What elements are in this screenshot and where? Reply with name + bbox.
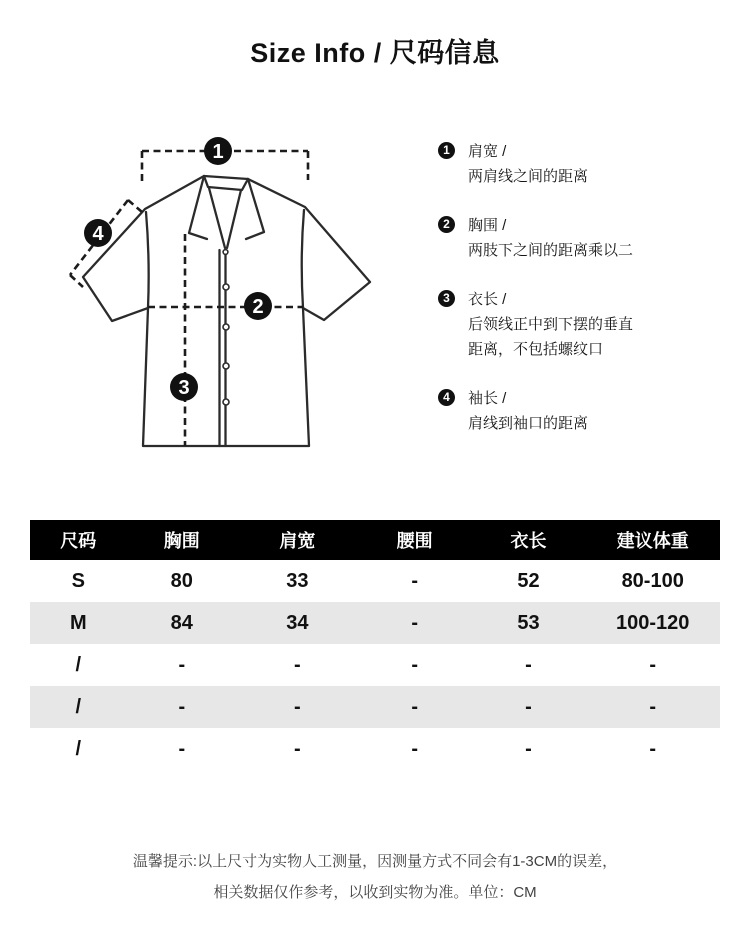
- cell: -: [649, 653, 657, 676]
- legend-item-desc: 两肢下之间的距离乘以二: [468, 242, 634, 259]
- cell: -: [178, 695, 186, 718]
- cell: -: [411, 737, 418, 760]
- cell: 80: [170, 569, 193, 592]
- cell: -: [649, 737, 657, 760]
- legend-item-length: [438, 287, 738, 362]
- button: [223, 363, 229, 369]
- legend-text: [468, 213, 633, 263]
- marker-number-3: 3: [178, 377, 190, 399]
- table-row: [30, 686, 720, 728]
- legend-number-badge: 4: [438, 389, 455, 406]
- cell: 100-120: [616, 611, 690, 634]
- page-title: Size Info / 尺码信息: [250, 38, 500, 68]
- header-waist: 腰围: [358, 520, 472, 560]
- cell: 52: [517, 569, 540, 592]
- cell: -: [294, 653, 301, 676]
- header-shoulder: 肩宽: [237, 520, 358, 560]
- cell: -: [525, 737, 532, 760]
- cell: -: [178, 653, 186, 676]
- shirt-armhole-right: [302, 210, 304, 308]
- disclaimer-line-1: 温馨提示:以上尺寸为实物人工测量，因测量方式不同会有1-3CM的误差，: [132, 853, 618, 870]
- legend-item-title: 胸围 /: [468, 217, 507, 234]
- marker-number-1: 1: [212, 141, 224, 163]
- cell: -: [411, 695, 418, 718]
- legend-text: [468, 386, 588, 436]
- cell: -: [649, 695, 657, 718]
- cell: 84: [170, 611, 193, 634]
- cell: 80-100: [621, 569, 684, 592]
- cell: 33: [286, 569, 309, 592]
- legend-number-badge: 3: [438, 290, 455, 307]
- marker-number-2: 2: [252, 296, 264, 318]
- measurement-disclaimer: [0, 846, 750, 908]
- button: [223, 324, 229, 330]
- button: [223, 284, 229, 290]
- marker-number-4: 4: [92, 223, 104, 245]
- header-weight: 建议体重: [585, 520, 720, 560]
- measurement-legend: [438, 139, 738, 460]
- cell: 53: [517, 611, 540, 634]
- table-row: [30, 728, 720, 770]
- shirt-armhole-left: [146, 212, 149, 308]
- button: [223, 250, 228, 255]
- legend-item-sleeve: [438, 386, 738, 436]
- cell: -: [411, 569, 418, 592]
- header-chest: 胸围: [127, 520, 237, 560]
- legend-item-title: 肩宽 /: [468, 143, 507, 160]
- cell: -: [294, 695, 301, 718]
- cell: S: [71, 569, 85, 592]
- table-row: [30, 644, 720, 686]
- cell: /: [75, 737, 82, 760]
- size-table: [30, 520, 720, 770]
- table-row: [30, 602, 720, 644]
- legend-number-badge: 2: [438, 216, 455, 233]
- legend-item-desc: 两肩线之间的距离: [468, 168, 589, 185]
- cell: 34: [286, 611, 309, 634]
- legend-item-title: 袖长 /: [468, 390, 507, 407]
- cell: M: [69, 611, 87, 634]
- header-size: 尺码: [30, 520, 127, 560]
- measure-markers: [84, 137, 272, 401]
- cell: /: [75, 653, 82, 676]
- table-row: [30, 560, 720, 602]
- header-length: 衣长: [472, 520, 586, 560]
- legend-text: [468, 139, 588, 189]
- cell: -: [178, 737, 186, 760]
- cell: -: [525, 653, 532, 676]
- legend-item-desc: 肩线到袖口的距离: [468, 415, 589, 432]
- legend-item-desc: 后领线正中到下摆的垂直: [468, 316, 634, 333]
- legend-item-desc: 距离，不包括螺纹口: [468, 341, 604, 358]
- legend-item-title: 衣长 /: [468, 291, 507, 308]
- cell: -: [411, 611, 418, 634]
- legend-item-shoulder: [438, 139, 738, 189]
- disclaimer-line-2: 相关数据仅作参考，以收到实物为准。单位：CM: [213, 884, 537, 901]
- button: [223, 399, 229, 405]
- cell: -: [411, 653, 418, 676]
- cell: -: [525, 695, 532, 718]
- table-header-row: [30, 520, 720, 560]
- cell: -: [294, 737, 301, 760]
- legend-item-chest: [438, 213, 738, 263]
- shirt-collar: [204, 176, 248, 190]
- legend-number-badge: 1: [438, 142, 455, 159]
- cell: /: [75, 695, 82, 718]
- shirt-measurement-diagram: [60, 120, 420, 480]
- legend-text: [468, 287, 633, 362]
- shirt-placket: [220, 250, 226, 446]
